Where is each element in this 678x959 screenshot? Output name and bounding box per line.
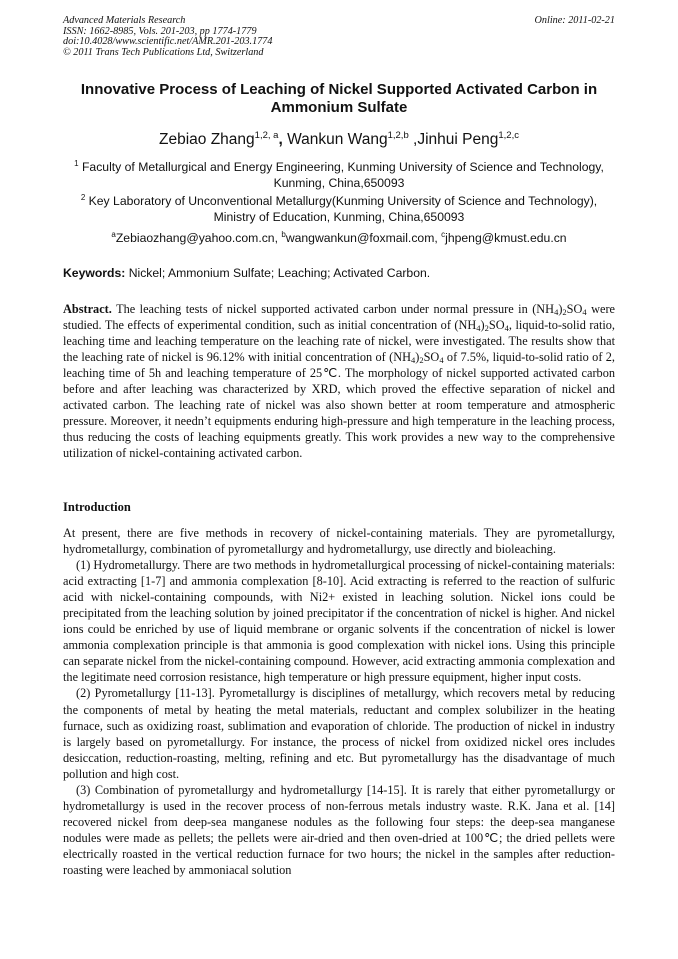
abstract-sub: 2: [419, 355, 424, 366]
abstract-sub: 4: [554, 307, 559, 317]
section-heading-introduction: Introduction: [63, 500, 131, 514]
abstract-text-10: of 7.5%, liquid-to-solid ratio of 2, leaching time of 5h and leaching temperature of 25℃. The morphology of nickel supported activated carbon before and after leaching was characterized by XRD, which proved the effective separation of nickel and activated carbon. The leaching rate of nickel was also shown better at room temperature and atmospheric pressure. Moreover, it needn’t equipments enduring high-pressure and high temperature in the leaching process, thus reducing the costs of leaching equipments greatly. This work provides a new way to the comprehensive utilization of nickel-containing activated carbon.: [63, 350, 616, 461]
intro-paragraph-1: At present, there are five methods in recovery of nickel-containing materials. They are pyrometallurgy, hydrometallurgy, combination of pyrometallurgy and hydrometallurgy, use directly and bioleaching.: [63, 526, 615, 557]
title-line-1: Innovative Process of Leaching of Nickel Supported Activated Carbon in: [80, 81, 598, 98]
abstract: [63, 301, 615, 461]
abstract-text-8: ): [415, 350, 420, 365]
keywords-label: Keywords:: [63, 266, 126, 280]
doi-line: doi:10.4028/www.scientific.net/AMR.201-203.1774: [63, 36, 273, 48]
affiliation-2: [56, 193, 622, 225]
journal-header: [63, 16, 615, 58]
title-line-2: Ammonium Sulfate: [270, 99, 408, 116]
abstract-text-5: ): [480, 318, 485, 333]
abstract-text-3: SO: [566, 302, 583, 316]
author-1-name: Zebiao Zhang: [159, 131, 255, 148]
email-b[interactable]: wangwankun@foxmail.com,: [285, 231, 442, 245]
intro-paragraph-3: (2) Pyrometallurgy [11-13]. Pyrometallurgy is disciplines of metallurgy, which recovers metal by reducing the components of metal by heating the metal materials, reductant and complex solubilizer in the heating furnace, such as oxidizing roast, sublimation and evaporation of chloride. The production of nickel in industry is largely based on pyrometallurgy. For instance, the process of nickel from oxidized nickel ores includes desiccation, reduction-roasting, melting, refining and etc. But pyrometallurgy has the disadvantage of much pollution and high cost.: [63, 686, 615, 781]
abstract-text-2: ): [558, 302, 563, 316]
author-sep-1: ,: [278, 131, 288, 148]
email-b-sup: b: [281, 230, 286, 239]
abstract-text-6: SO: [488, 318, 505, 333]
online-date: Online: 2011-02-21: [534, 15, 615, 26]
copyright-line: © 2011 Trans Tech Publications Ltd, Switzerland: [63, 46, 264, 58]
affiliation-1: [56, 159, 622, 191]
author-list: [50, 131, 628, 149]
intro-paragraph-4: (3) Combination of pyrometallurgy and hydrometallurgy [14-15]. It is rarely that either pyrometallurgy or hydrometallurgy is used in the recover process of non-ferrous metals industry waste. R.K. Jana et al. [14] recovered nickel from deep-sea manganese nodules as the following four steps: the deep-sea manganese nodules were made as pellets; the pellets were air-dried and then oven-dried at 100℃; the dried pellets were electrically roasted in the vertical reduction furnace for two hours; the nickel in the samples after reduction-roasting were leached by ammoniacal solution: [63, 782, 615, 877]
issn-line: ISSN: 1662-8985, Vols. 201-203, pp 1774-1779: [63, 25, 257, 37]
abstract-text-9: SO: [423, 350, 440, 365]
abstract-label: Abstract.: [63, 302, 112, 316]
author-1-sup: 1,2, a: [254, 130, 279, 141]
abstract-sub: 2: [562, 307, 567, 317]
abstract-text-4: were studied. The effects of experimental condition, such as initial concentration of (NH: [63, 302, 616, 333]
abstract-sub: 4: [582, 307, 587, 317]
affiliation-1-line-2: Kunming, China,650093: [273, 176, 405, 190]
paper-title: [50, 81, 628, 117]
email-a[interactable]: Zebiaozhang@yahoo.com.cn,: [115, 231, 282, 245]
email-a-sup: a: [111, 230, 116, 239]
author-3-name: Jinhui Peng: [417, 131, 499, 148]
author-2-name: Wankun Wang: [287, 131, 388, 148]
abstract-sub: 4: [410, 355, 416, 366]
abstract-sub: 4: [439, 355, 444, 366]
author-3-sup: 1,2,c: [498, 130, 519, 141]
affiliation-2-line-1: Key Laboratory of Unconventional Metallurgy(Kunming University of Science and Technology),: [85, 194, 598, 208]
intro-paragraph-2: (1) Hydrometallurgy. There are two methods in hydrometallurgical processing of nickel-containing materials: acid extracting [1-7] and ammonia complexation [8-10]. Acid extracting is referred to the reaction of sulfuric acid with nickel-containing compounds, with Ni2+ existed in leaching solution. Nickel ions could be precipitated from the leaching solution by joined precipitator if the concentration of nickel is higher. And nickel ions could be enriched by use of liquid membrane or organic solvents if the concentration of nickel is lower ammonia complexation principle is that ammonia is good complexation with nickel ions. Using this principle can separate nickel from the nickel-containing compound. However, acid extracting ammonia complexation and the legitimate need corrosion resistance, high temperature or high pressure equipment, higher input costs.: [63, 558, 615, 685]
email-c[interactable]: jhpeng@kmust.edu.cn: [445, 231, 567, 245]
abstract-sub: 2: [484, 323, 489, 334]
abstract-sub: 4: [504, 323, 509, 334]
affiliation-1-sup: 1: [74, 159, 79, 168]
introduction-body: [63, 525, 615, 878]
journal-name: Advanced Materials Research: [63, 15, 186, 26]
author-sep-2: ,: [408, 131, 418, 148]
abstract-text-7: , liquid-to-solid ratio, leaching time and leaching temperature on the leaching rate of nickel, were investigated. The results show that the leaching rate of nickel is 96.12% with initial concentration of (NH: [63, 318, 615, 365]
author-emails: [56, 230, 622, 246]
affiliation-2-sup: 2: [80, 193, 86, 202]
abstract-sub: 4: [476, 323, 481, 334]
keywords: [63, 265, 623, 281]
email-c-sup: c: [441, 230, 446, 239]
author-2-sup: 1,2,b: [387, 130, 409, 141]
affiliation-2-line-2: Ministry of Education, Kunming, China,650093: [213, 210, 465, 224]
keywords-text: Nickel; Ammonium Sulfate; Leaching; Activated Carbon.: [125, 266, 431, 280]
abstract-text-1: The leaching tests of nickel supported activated carbon under normal pressure in (NH: [111, 302, 555, 316]
affiliation-1-line-1: Faculty of Metallurgical and Energy Engineering, Kunming University of Science and Technology,: [78, 160, 604, 174]
